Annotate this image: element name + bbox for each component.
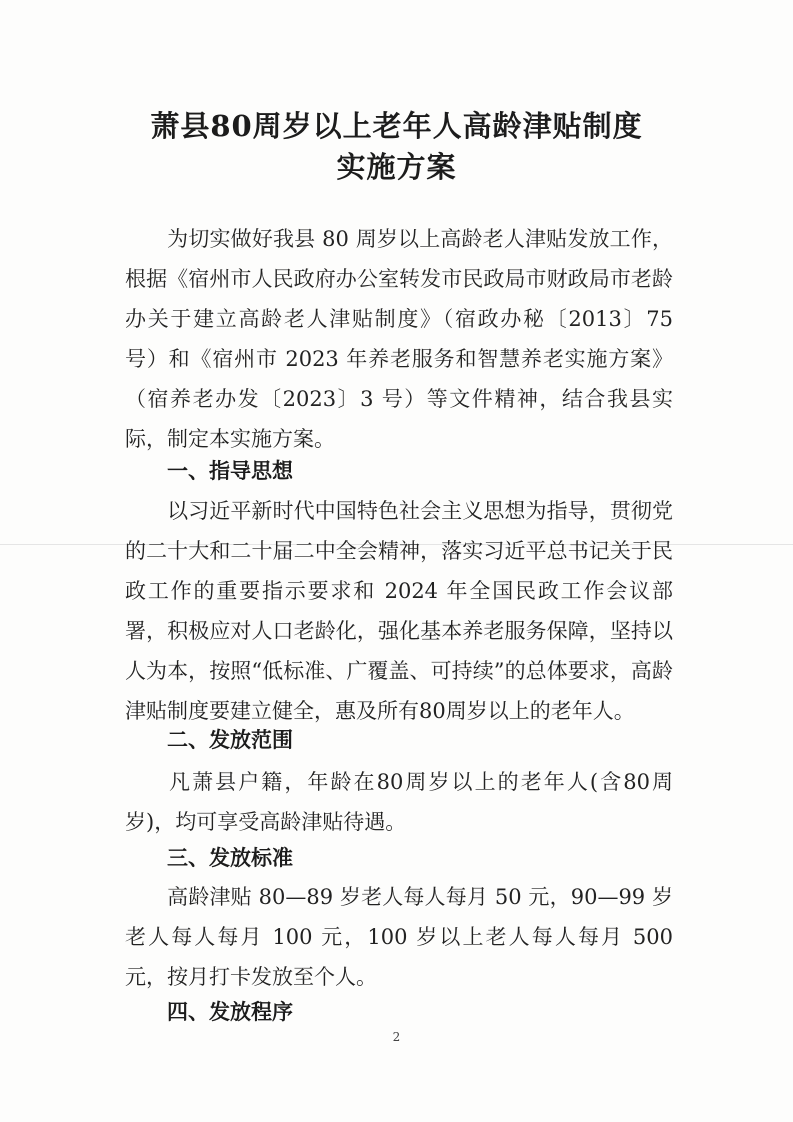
section-heading-scope: 二、发放范围 xyxy=(167,728,293,752)
section-body-scope xyxy=(125,762,673,842)
section-heading-standard: 三、发放标准 xyxy=(167,846,293,870)
section-body-guiding-ideology xyxy=(125,491,673,731)
intro-paragraph xyxy=(125,219,673,459)
section-body-text: 高龄津贴 80—89 岁老人每人每月 50 元，90—99 岁老人每人每月 100 元，100 岁以上老人每人每月 500 元，按月打卡发放至个人。 xyxy=(125,885,673,989)
section-body-standard xyxy=(125,877,673,997)
intro-text: 为切实做好我县 80 周岁以上高龄老人津贴发放工作，根据《宿州市人民政府办公室转发市民政局市财政局市老龄办关于建立高龄老人津贴制度》（宿政办秘〔2013〕75 号）和《宿州市 2023 年养老服务和智慧养老实施方案》（宿养老办发〔2023〕3 号）等文件精神，结合我县实际，制定本实施方案。 xyxy=(125,227,673,451)
section-body-text: 以习近平新时代中国特色社会主义思想为指导，贯彻党的二十大和二十届二中全会精神，落实习近平总书记关于民政工作的重要指示要求和 2024 年全国民政工作会议部署，积极应对人口老龄化，强化基本养老服务保障，坚持以人为本，按照“低标准、广覆盖、可持续”的总体要求，高龄津贴制度要建立健全，惠及所有80周岁以上的老年人。 xyxy=(125,499,673,723)
section-heading-guiding-ideology: 一、指导思想 xyxy=(167,459,293,483)
section-heading-procedure: 四、发放程序 xyxy=(167,1000,293,1024)
page-number: 2 xyxy=(392,1030,401,1044)
document-title-line1: 萧县80周岁以上老年人高龄津贴制度 xyxy=(150,109,643,143)
document-title-line2: 实施方案 xyxy=(336,150,457,184)
section-body-text: 凡萧县户籍，年龄在80周岁以上的老年人(含80周岁)，均可享受高龄津贴待遇。 xyxy=(125,770,673,834)
